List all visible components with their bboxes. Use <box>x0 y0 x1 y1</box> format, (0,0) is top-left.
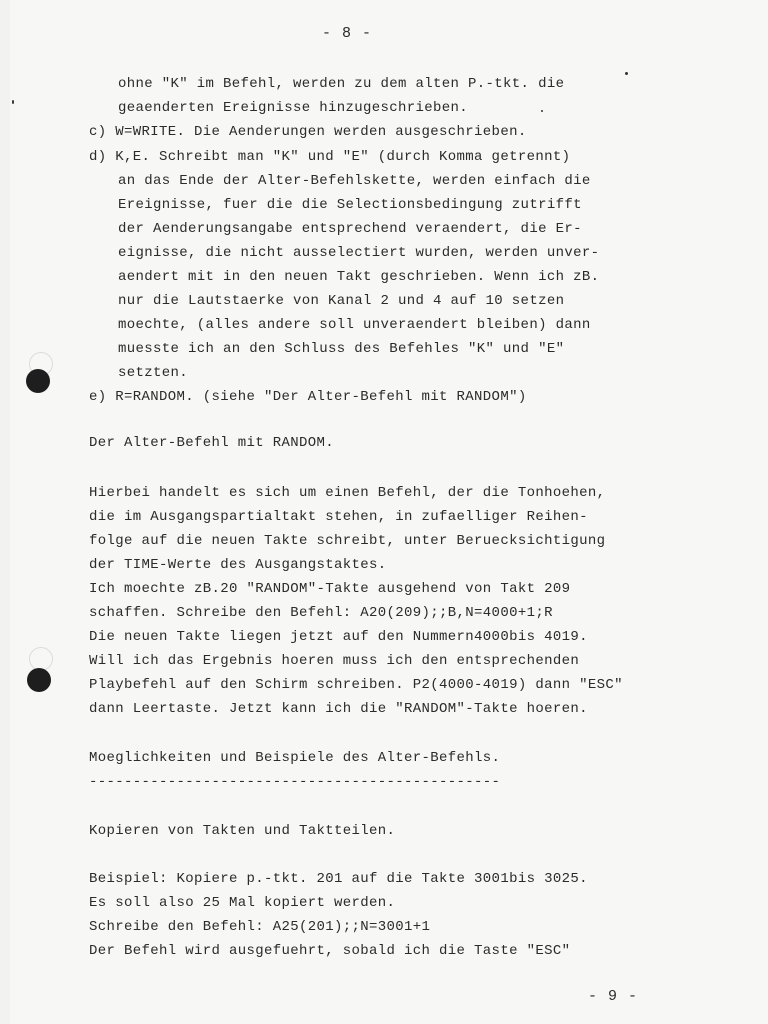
text-line: eignisse, die nicht ausselectiert wurden, werden unver- <box>118 245 600 261</box>
text-line: Will ich das Ergebnis hoeren muss ich den entsprechenden <box>89 653 580 669</box>
text-line: Beispiel: Kopiere p.-tkt. 201 auf die Takte 3001bis 3025. <box>89 871 588 887</box>
text-line: an das Ende der Alter-Befehlskette, werden einfach die <box>118 173 591 189</box>
text-line: Hierbei handelt es sich um einen Befehl, der die Tonhoehen, <box>89 485 606 501</box>
text-line: die im Ausgangspartialtakt stehen, in zufaelliger Reihen- <box>89 509 588 525</box>
punch-hole <box>26 369 50 393</box>
text-line: der Aenderungsangabe entsprechend veraendert, die Er- <box>118 221 582 237</box>
text-line: folge auf die neuen Takte schreibt, unter Beruecksichtigung <box>89 533 606 549</box>
section-heading: Kopieren von Takten und Taktteilen. <box>89 823 396 839</box>
text-line: e) R=RANDOM. (siehe "Der Alter-Befehl mit RANDOM") <box>89 389 527 405</box>
text-line: dann Leertaste. Jetzt kann ich die "RANDOM"-Takte hoeren. <box>89 701 588 717</box>
heading-underline: ----------------------------------------------- <box>89 774 501 790</box>
text-line: Ereignisse, fuer die die Selectionsbedingung zutrifft <box>118 197 582 213</box>
text-line: Es soll also 25 Mal kopiert werden. <box>89 895 396 911</box>
text-line: geaenderten Ereignisse hinzugeschrieben. <box>118 100 469 116</box>
text-line: Playbefehl auf den Schirm schreiben. P2(4000-4019) dann "ESC" <box>89 677 623 693</box>
text-line: ohne "K" im Befehl, werden zu dem alten P.-tkt. die <box>118 76 565 92</box>
text-line: d) K,E. Schreibt man "K" und "E" (durch Komma getrennt) <box>89 149 571 165</box>
text-line: moechte, (alles andere soll unveraendert bleiben) dann <box>118 317 591 333</box>
ink-speck <box>541 110 543 112</box>
text-line: Schreibe den Befehl: A25(201);;N=3001+1 <box>89 919 431 935</box>
text-line: muesste ich an den Schluss des Befehles "K" und "E" <box>118 341 565 357</box>
section-heading: Moeglichkeiten und Beispiele des Alter-Befehls. <box>89 750 501 766</box>
text-line: Der Befehl wird ausgefuehrt, sobald ich die Taste "ESC" <box>89 943 571 959</box>
text-line: Ich moechte zB.20 "RANDOM"-Takte ausgehend von Takt 209 <box>89 581 571 597</box>
top-page-number: - 8 - <box>322 25 373 42</box>
text-line: der TIME-Werte des Ausgangstaktes. <box>89 557 387 573</box>
text-line: Die neuen Takte liegen jetzt auf den Nummern4000bis 4019. <box>89 629 588 645</box>
text-line: nur die Lautstaerke von Kanal 2 und 4 auf 10 setzen <box>118 293 565 309</box>
section-heading: Der Alter-Befehl mit RANDOM. <box>89 435 335 451</box>
bottom-page-number: - 9 - <box>588 988 639 1005</box>
text-line: aendert mit in den neuen Takt geschrieben. Wenn ich zB. <box>118 269 600 285</box>
ink-speck <box>625 72 628 75</box>
punch-hole <box>27 668 51 692</box>
text-line: schaffen. Schreibe den Befehl: A20(209);;B,N=4000+1;R <box>89 605 553 621</box>
ink-speck <box>12 100 14 104</box>
text-line: c) W=WRITE. Die Aenderungen werden ausgeschrieben. <box>89 124 527 140</box>
text-line: setzten. <box>118 365 189 381</box>
